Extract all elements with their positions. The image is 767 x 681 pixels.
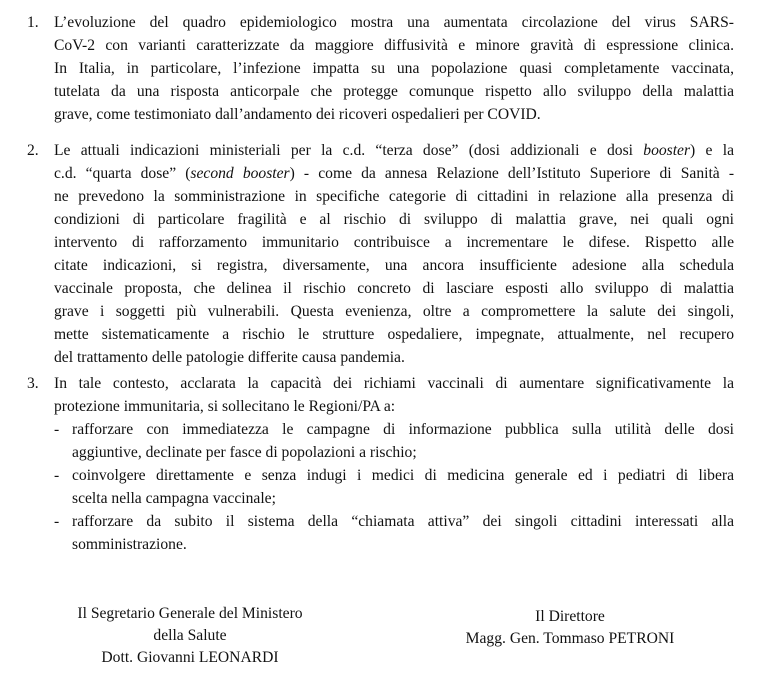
signature-line: Magg. Gen. Tommaso PETRONI bbox=[465, 630, 675, 647]
text-line: In Italia, in particolare, l’infezione impatta su una popolazione quasi completamente vaccinata, bbox=[54, 60, 734, 77]
bullet-dash: - bbox=[54, 513, 60, 530]
text-line: grave i soggetti più vulnerabili. Questa evenienza, oltre a compromettere la salute dei singoli, bbox=[54, 303, 734, 320]
paragraph-number: 1. bbox=[27, 14, 39, 31]
text-line: mette sistematicamente a rischio le strutture ospedaliere, impegnate, attualmente, nel recupero bbox=[54, 326, 734, 343]
paragraph-number: 2. bbox=[27, 142, 39, 159]
text-line: grave, come testimoniato dall’andamento dei ricoveri ospedalieri per COVID. bbox=[54, 106, 541, 123]
text-line: intervento di rafforzamento immunitario contribuisce a incrementare le difese. Rispetto alle bbox=[54, 234, 734, 251]
signature-line: Il Direttore bbox=[535, 608, 605, 625]
paragraph-number: 3. bbox=[27, 375, 39, 392]
text-line bbox=[54, 140, 734, 163]
bullet-line: rafforzare da subito il sistema della “chiamata attiva” dei singoli cittadini interessati alla bbox=[72, 513, 734, 530]
text-line: c.d. “quarta dose” (second booster) - come da annesa Relazione dell’Istituto Superiore di Sanità - bbox=[54, 165, 735, 182]
text-line: del trattamento delle patologie differite causa pandemia. bbox=[54, 349, 405, 366]
bullet-line: somministrazione. bbox=[72, 536, 187, 553]
text-line: condizioni di particolare fragilità e al rischio di sviluppo di malattia grave, nei quali ogni bbox=[54, 211, 734, 228]
text-segment: Le attuali indicazioni ministeriali per la c.d. “terza dose” (dosi addizionali e dosi booster) e la bbox=[54, 142, 734, 159]
text-line: CoV-2 con varianti caratterizzate da maggiore diffusività e minore gravità di espressione clinica. bbox=[54, 37, 734, 54]
signature-block-right bbox=[440, 606, 700, 650]
text-line: tutelata da una risposta anticorpale che protegge comunque rispetto allo sviluppo della malattia bbox=[54, 83, 734, 100]
signature-line: della Salute bbox=[153, 627, 227, 644]
text-line: In tale contesto, acclarata la capacità dei richiami vaccinali di aumentare significativamente la bbox=[54, 375, 734, 392]
text-line: L’evoluzione del quadro epidemiologico mostra una aumentata circolazione del virus SARS- bbox=[54, 14, 734, 31]
bullet-line: rafforzare con immediatezza le campagne di informazione pubblica sulla utilità delle dosi bbox=[72, 421, 734, 438]
text-line: vaccinale proposta, che delinea il rischio concreto di lasciare esposti allo sviluppo di malattia bbox=[54, 280, 734, 297]
signature-line: Il Segretario Generale del Ministero bbox=[77, 605, 303, 622]
signature-block-left bbox=[60, 603, 320, 669]
text-line: protezione immunitaria, si sollecitano le Regioni/PA a: bbox=[54, 398, 396, 415]
text-line: ne prevedono la somministrazione in specifiche categorie di cittadini in relazione alla presenza di bbox=[54, 188, 734, 205]
bullet-line: coinvolgere direttamente e senza indugi i medici di medicina generale ed i pediatri di libera bbox=[72, 467, 734, 484]
bullet-line: aggiuntive, declinate per fasce di popolazioni a rischio; bbox=[72, 444, 417, 461]
text-line: citate indicazioni, si registra, diversamente, una ancora insufficiente adesione alla schedula bbox=[54, 257, 734, 274]
signature-line: Dott. Giovanni LEONARDI bbox=[101, 649, 279, 666]
bullet-line: scelta nella campagna vaccinale; bbox=[72, 490, 276, 507]
bullet-dash: - bbox=[54, 467, 60, 484]
bullet-dash: - bbox=[54, 421, 60, 438]
